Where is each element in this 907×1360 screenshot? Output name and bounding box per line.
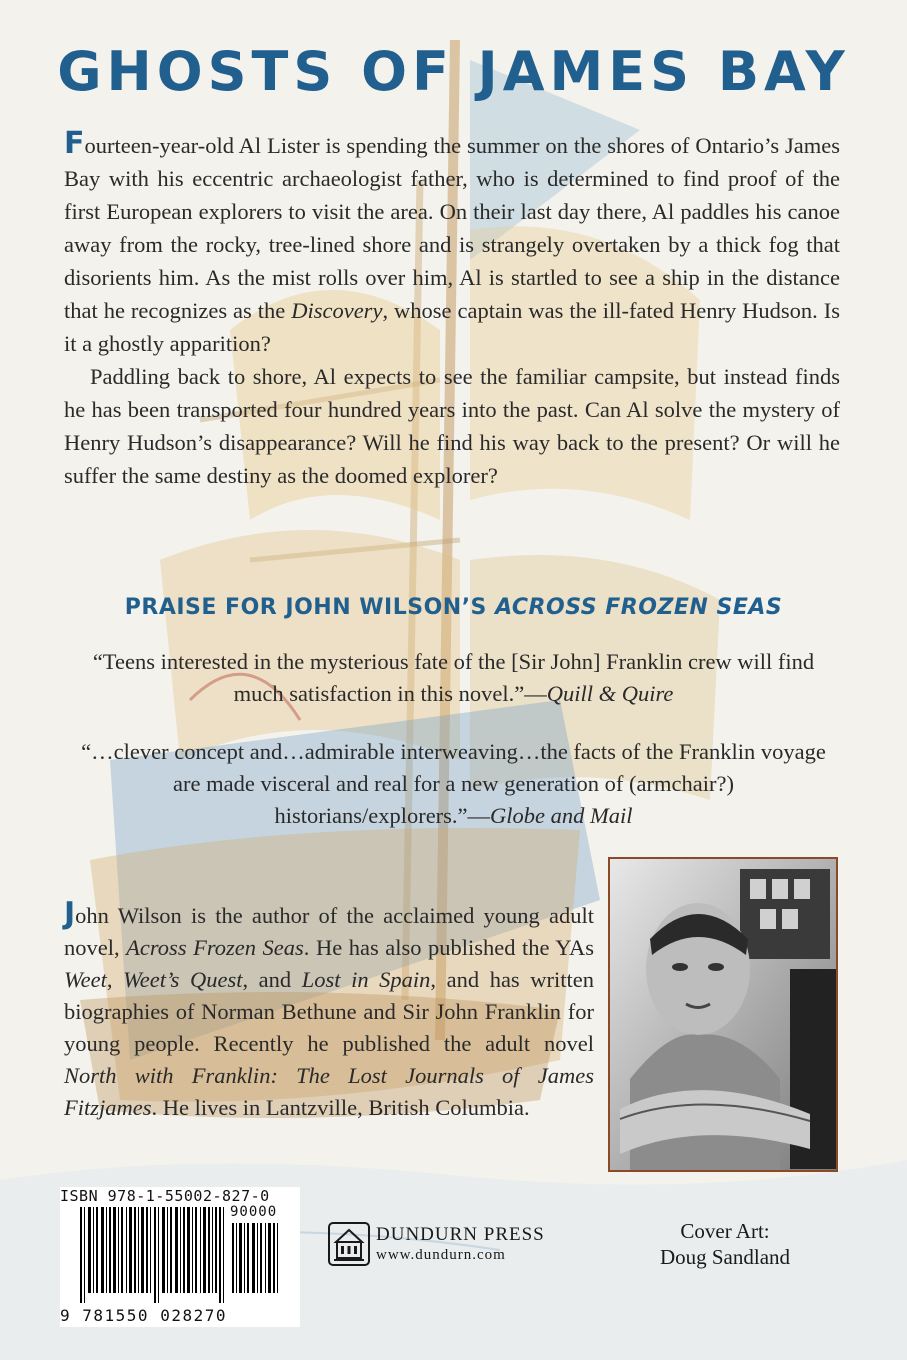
review-quote-source: Globe and Mail bbox=[490, 803, 633, 828]
price-code: 90000 bbox=[230, 1204, 278, 1220]
dundurn-building-icon bbox=[328, 1222, 370, 1266]
publisher-name: DUNDURN PRESS bbox=[376, 1224, 545, 1245]
publisher-logo-block bbox=[328, 1222, 545, 1266]
bio-book-title: Weet’s Quest bbox=[123, 967, 243, 992]
synopsis-paragraph-2: Paddling back to shore, Al expects to see the familiar campsite, but instead finds he has been transported four hundred years into the past. Can Al solve the mystery of Henry Hudson’s disappearance? Will he find his way back to the present? Or will he suffer the same destiny as the doomed explorer? bbox=[64, 364, 840, 488]
barcode-number: 9 781550 028270 bbox=[60, 1306, 227, 1325]
bio-text: . He lives in Lantzville, British Columbia. bbox=[151, 1095, 530, 1120]
bio-text: ohn Wilson is the author of the acclaimed young adult novel, bbox=[64, 903, 594, 960]
author-bio bbox=[64, 898, 594, 1124]
credit-artist: Doug Sandland bbox=[659, 1245, 791, 1269]
bio-text: , and has written biographies of Norman Bethune and Sir John Franklin for young people. Recently he published the adult novel bbox=[64, 967, 594, 1056]
drop-cap: F bbox=[64, 126, 85, 161]
synopsis-text-2: , whose captain was the ill-fated Henry Hudson. Is it a ghostly apparition? bbox=[64, 298, 840, 356]
author-portrait-icon bbox=[610, 859, 836, 1170]
bio-book-title: Across Frozen Seas bbox=[126, 935, 304, 960]
synopsis bbox=[64, 127, 840, 492]
synopsis-paragraph-1 bbox=[64, 127, 840, 360]
bio-text: . He has also published the YAs bbox=[303, 935, 594, 960]
praise-heading-prefix: PRAISE FOR JOHN WILSON’S bbox=[124, 595, 496, 620]
cover-art-credit bbox=[640, 1218, 810, 1270]
review-quote-1 bbox=[70, 646, 837, 710]
book-title: GHOSTS OF JAMES BAY bbox=[57, 40, 850, 103]
review-quote-text: “Teens interested in the mysterious fate of the [Sir John] Franklin crew will find much satisfaction in this novel.”— bbox=[92, 649, 815, 706]
praise-heading bbox=[0, 595, 907, 620]
review-quote-source: Quill & Quire bbox=[546, 681, 674, 706]
author-photo bbox=[608, 857, 838, 1172]
bio-book-title: Lost in Spain bbox=[301, 967, 431, 992]
review-quote-2 bbox=[70, 736, 837, 832]
bio-drop-cap: J bbox=[64, 896, 76, 931]
publisher-text bbox=[376, 1224, 545, 1264]
bio-text: , bbox=[106, 967, 124, 992]
publisher-url: www.dundurn.com bbox=[376, 1247, 506, 1263]
ship-name: Discovery bbox=[291, 298, 383, 323]
review-quote-text: “…clever concept and…admirable interweaving…the facts of the Franklin voyage are made visceral and real for a new generation of (armchair?) historians/explorers.”— bbox=[81, 739, 826, 828]
bio-book-title: North with Franklin: The Lost Journals of James Fitzjames bbox=[64, 1063, 594, 1120]
praise-heading-book: ACROSS FROZEN SEAS bbox=[495, 595, 783, 620]
isbn: ISBN 978-1-55002-827-0 bbox=[60, 1187, 270, 1205]
credit-label: Cover Art: bbox=[680, 1219, 770, 1243]
bio-book-title: Weet bbox=[64, 967, 107, 992]
bio-text: , and bbox=[242, 967, 302, 992]
synopsis-text-1: ourteen-year-old Al Lister is spending the summer on the shores of Ontario’s James Bay with his eccentric archaeologist father, who is determined to find proof of the first European explorers to visit the area. On their last day there, Al paddles his canoe away from the rocky, tree-lined shore and is strangely overtaken by a thick fog that disorients him. As the mist rolls over him, Al is startled to see a ship in the distance that he recognizes as the bbox=[64, 133, 840, 323]
